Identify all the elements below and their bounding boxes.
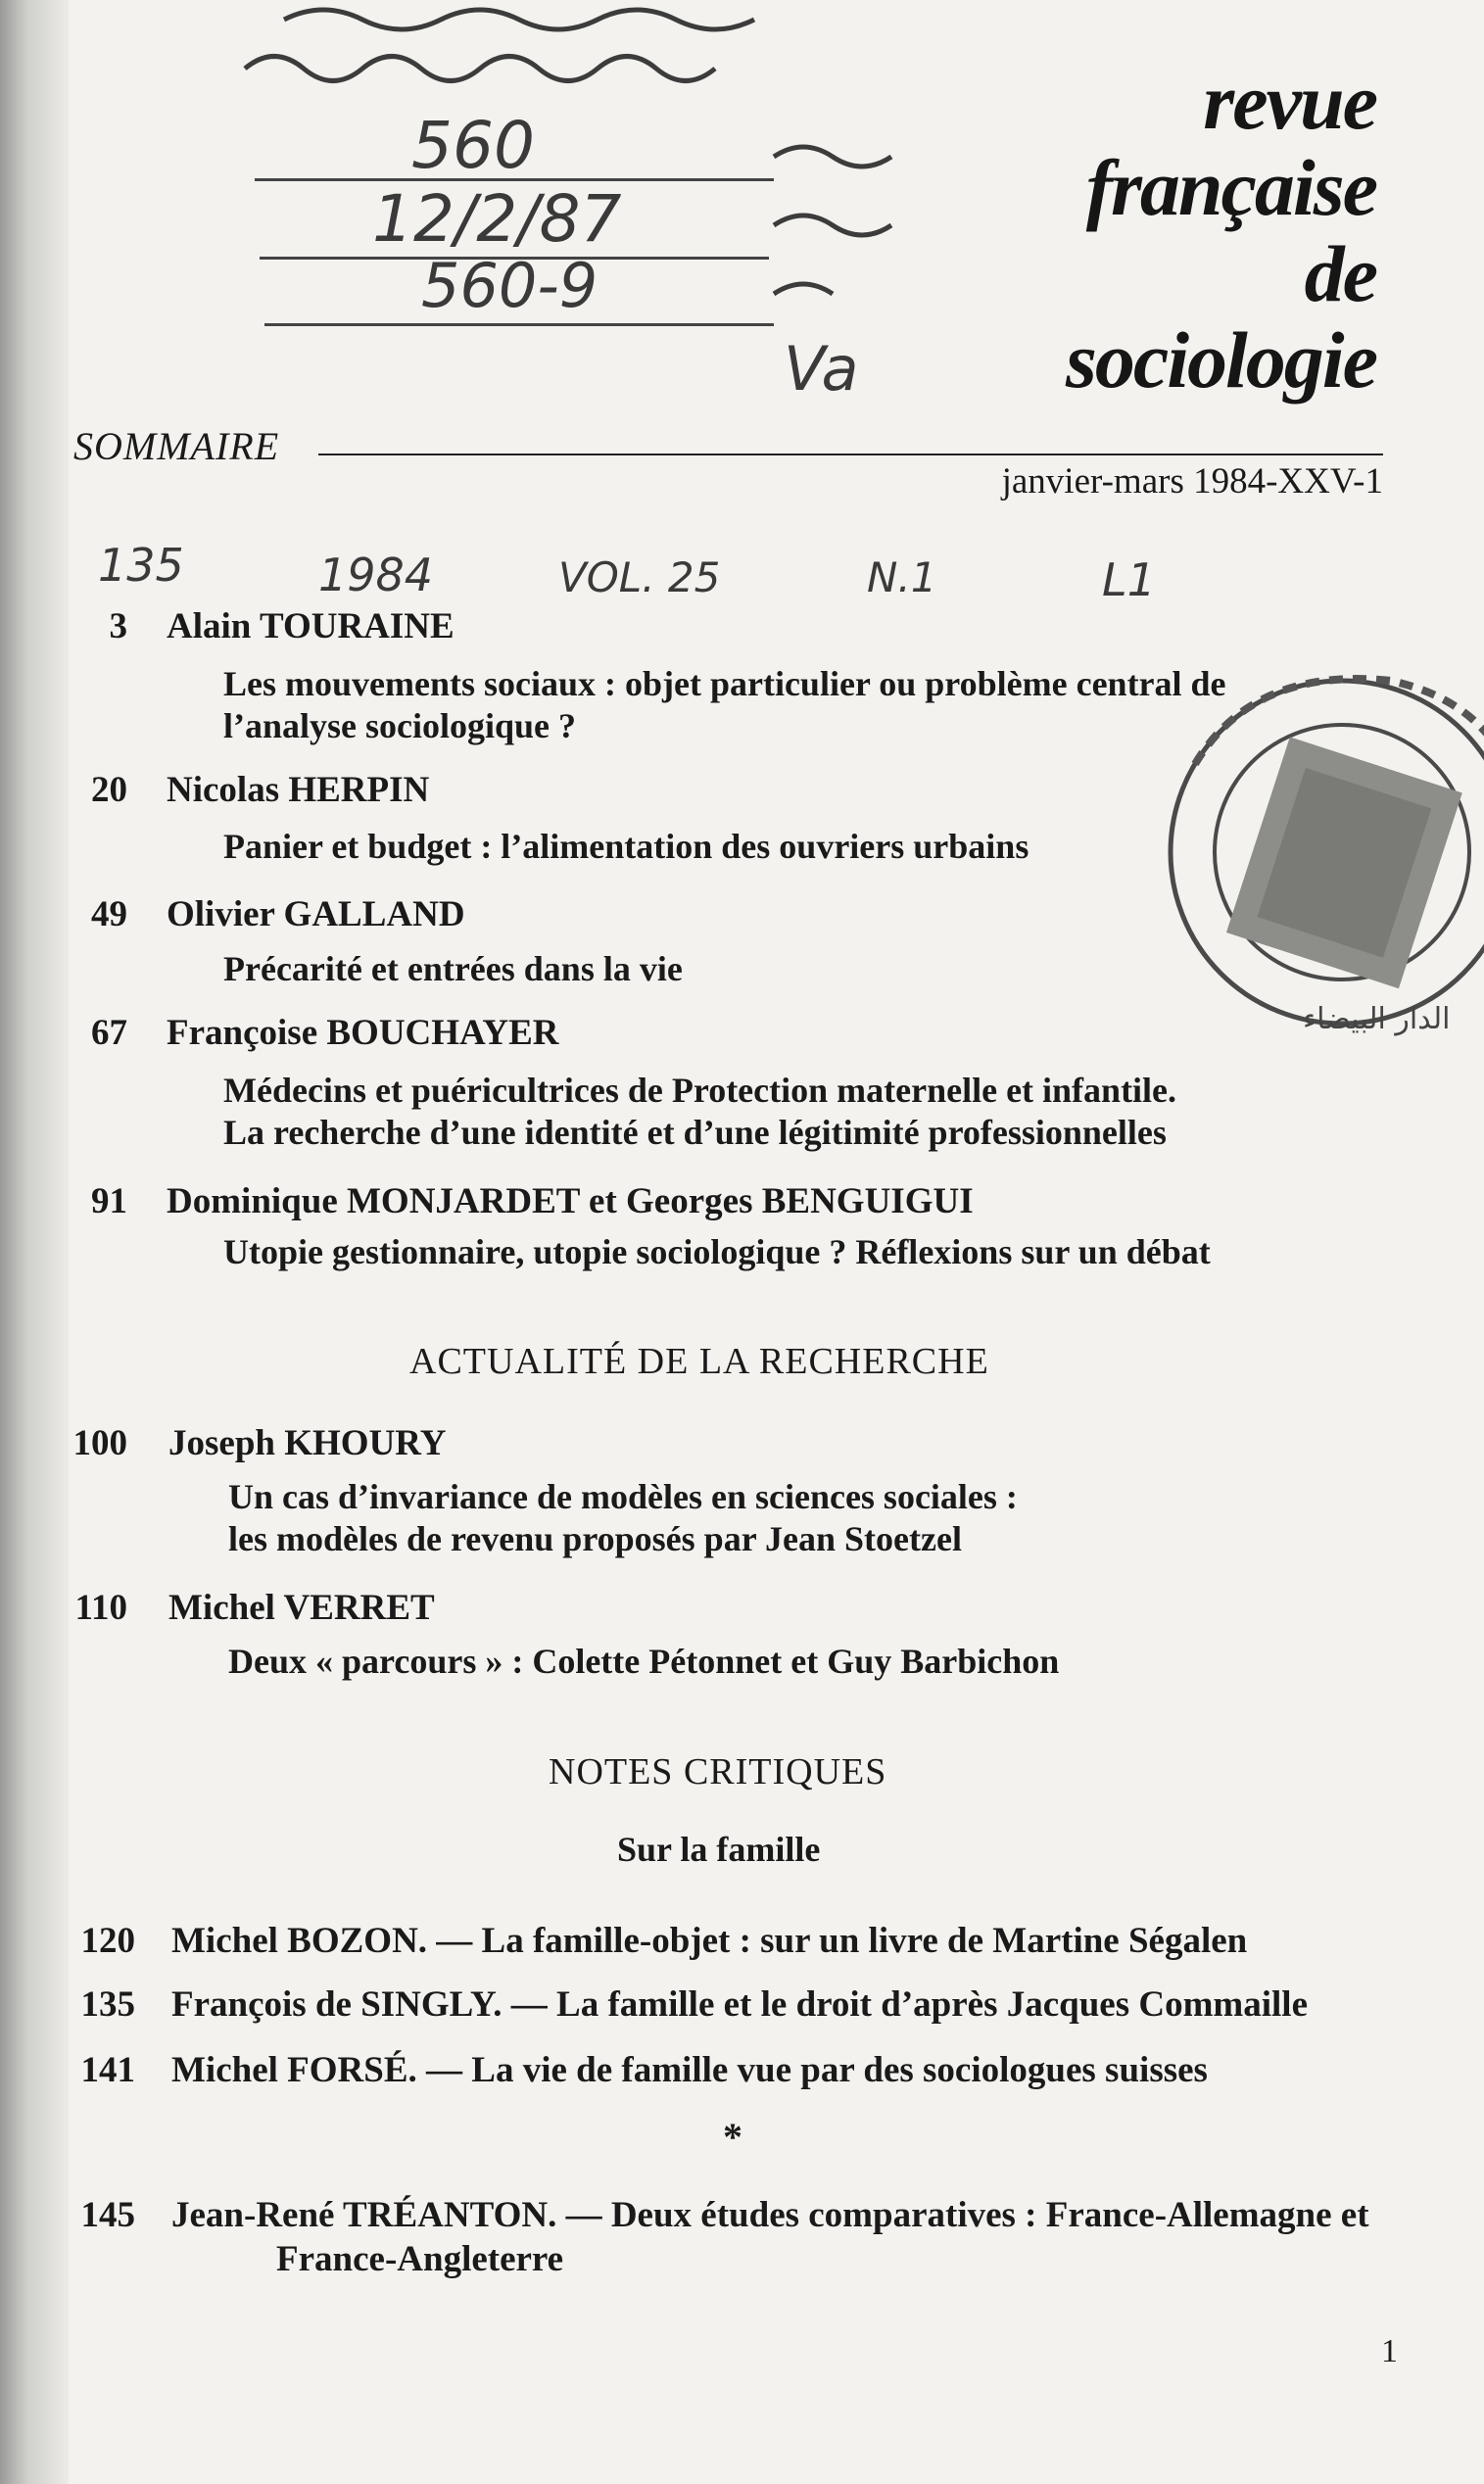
handwritten-date: 12/2/87 <box>372 181 622 257</box>
entry-title: Utopie gestionnaire, utopie sociologique ? Réflexions sur un débat <box>223 1232 1211 1271</box>
handwritten-issue-no: N.1 <box>867 553 937 601</box>
handwritten-class-number: 560-9 <box>421 250 598 321</box>
section-heading-notes: NOTES CRITIQUES <box>549 1751 887 1792</box>
note-line: Michel FORSÉ. — La vie de famille vue par des sociologues suisses <box>171 2050 1208 2090</box>
stamp-city-text: الدار البيضاء <box>1303 1002 1451 1036</box>
entry-page: 91 <box>91 1181 127 1221</box>
entry-author: Alain TOURAINE <box>167 606 455 646</box>
handwritten-volume: VOL. 25 <box>558 553 721 601</box>
note-line: François de SINGLY. — La famille et le droit d’après Jacques Commaille <box>171 1984 1308 2025</box>
entry-author: Dominique MONJARDET et Georges BENGUIGUI <box>167 1181 974 1221</box>
entry-page: 20 <box>91 770 127 810</box>
registry-line <box>264 323 774 326</box>
subsection-heading: Sur la famille <box>617 1830 821 1869</box>
entry-author: Joseph KHOURY <box>168 1423 447 1463</box>
entry-title: Deux « parcours » : Colette Pétonnet et Guy Barbichon <box>228 1642 1060 1681</box>
binding-shadow <box>0 0 69 2484</box>
entry-title: La recherche d’une identité et d’une légitimité professionnelles <box>223 1113 1167 1152</box>
sommaire-rule <box>318 454 1383 455</box>
entry-author: Nicolas HERPIN <box>167 770 430 810</box>
handwritten-initials: Va <box>784 333 859 405</box>
entry-title: les modèles de revenu proposés par Jean Stoetzel <box>228 1519 962 1558</box>
entry-title: Panier et budget : l’alimentation des ouvriers urbains <box>223 827 1029 866</box>
entry-page: 145 <box>80 2195 135 2235</box>
masthead-line-3: de <box>1304 229 1376 318</box>
note-line: Jean-René TRÉANTON. — Deux études comparatives : France-Allemagne et <box>171 2195 1369 2235</box>
issue-line: janvier-mars 1984-XXV-1 <box>1001 461 1383 502</box>
page-folio: 1 <box>1381 2333 1398 2369</box>
masthead-line-1: revue <box>1203 57 1376 146</box>
entry-page: 110 <box>74 1588 127 1628</box>
masthead-line-2: française <box>1085 143 1376 232</box>
entry-title: l’analyse sociologique ? <box>223 706 577 745</box>
entry-page: 141 <box>80 2050 135 2090</box>
section-heading-actualite: ACTUALITÉ DE LA RECHERCHE <box>409 1341 989 1382</box>
masthead-line-4: sociologie <box>1065 315 1376 405</box>
note-line: Michel BOZON. — La famille-objet : sur un livre de Martine Ségalen <box>171 1921 1248 1961</box>
sommaire-label: SOMMAIRE <box>73 424 280 468</box>
entry-title: Les mouvements sociaux : objet particulier ou problème central de <box>223 664 1226 703</box>
handwritten-shelf: L1 <box>1102 553 1156 606</box>
entry-author: Françoise BOUCHAYER <box>167 1013 559 1053</box>
entry-title: Médecins et puéricultrices de Protection maternelle et infantile. <box>223 1071 1177 1110</box>
entry-page: 3 <box>109 606 127 646</box>
journal-masthead <box>1066 59 1376 404</box>
entry-page: 120 <box>80 1921 135 1961</box>
entry-title: Précarité et entrées dans la vie <box>223 949 683 988</box>
library-round-stamp <box>1146 646 1484 1058</box>
note-line-continued: France-Angleterre <box>276 2239 564 2279</box>
entry-page: 49 <box>91 894 127 934</box>
handwritten-catalog-number: 135 <box>98 539 184 592</box>
handwritten-year: 1984 <box>318 549 434 601</box>
entry-page: 135 <box>80 1984 135 2025</box>
separator-asterisk: * <box>723 2115 742 2159</box>
entry-page: 67 <box>91 1013 127 1053</box>
handwritten-register-number: 560 <box>411 108 535 183</box>
entry-title: Un cas d’invariance de modèles en sciences sociales : <box>228 1477 1018 1516</box>
entry-author: Olivier GALLAND <box>167 894 465 934</box>
entry-page: 100 <box>72 1423 127 1463</box>
entry-author: Michel VERRET <box>168 1588 435 1628</box>
